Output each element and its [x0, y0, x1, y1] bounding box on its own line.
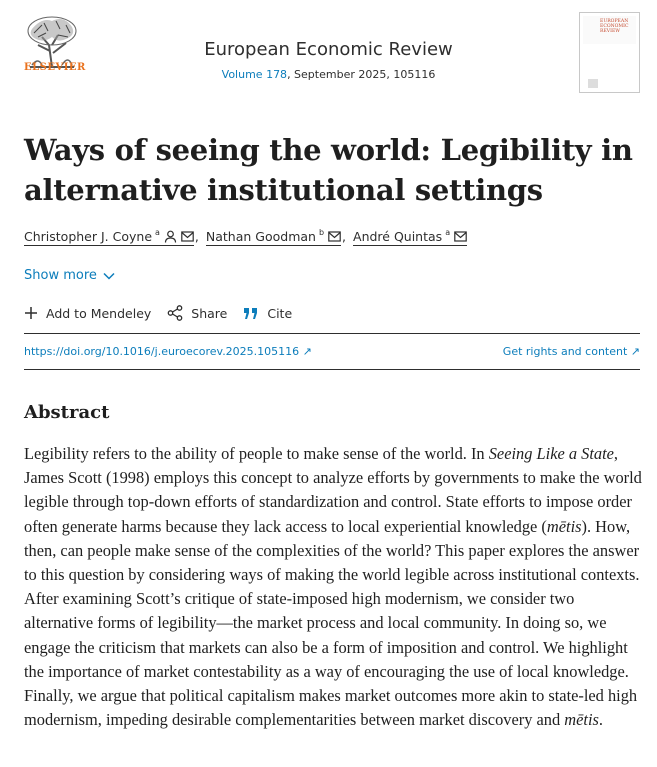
- divider: [24, 369, 640, 370]
- mendeley-label: Add to Mendeley: [46, 305, 152, 321]
- journal-cover-thumbnail[interactable]: [579, 12, 640, 93]
- plus-icon: [24, 306, 38, 320]
- volume-link[interactable]: Volume 178: [221, 68, 288, 81]
- cite-label: Cite: [267, 305, 293, 321]
- elsevier-wordmark[interactable]: ELSEVIER: [24, 62, 86, 73]
- abstract-segment: .: [598, 710, 603, 730]
- abstract-segment: , James Scott (1998) employs this concept to analyze efforts by governments to make the world legible through top-down efforts of standardization and control. State efforts to impose order often generate harms because they lack access to local experiential knowledge (: [24, 444, 642, 536]
- abstract-text: [24, 442, 642, 732]
- article-actions: [24, 305, 308, 321]
- quote-icon: [243, 307, 259, 320]
- author-name: André Quintas: [353, 229, 443, 244]
- email-icon: [328, 231, 341, 242]
- share-button[interactable]: [167, 305, 227, 321]
- person-icon: [164, 230, 177, 243]
- email-icon: [181, 231, 194, 242]
- author-name: Nathan Goodman: [205, 229, 316, 244]
- external-link-icon: ↗: [302, 345, 312, 358]
- get-rights-link[interactable]: [503, 345, 640, 358]
- doi-text: https://doi.org/10.1016/j.euroecorev.2025.105116: [24, 345, 300, 358]
- issue-details: , September 2025, 105116: [287, 68, 436, 81]
- journal-header: [0, 0, 657, 100]
- email-icon: [454, 231, 467, 242]
- divider: [24, 333, 640, 334]
- add-to-mendeley-button[interactable]: [24, 306, 151, 321]
- author-coyne[interactable]: [24, 229, 194, 246]
- book-title: Seeing Like a State: [488, 444, 614, 463]
- show-more-label: Show more: [24, 268, 97, 283]
- abstract-segment: Legibility refers to the ability of people to make sense of the world. In: [24, 444, 489, 463]
- share-icon: [167, 305, 183, 321]
- chevron-down-icon: [103, 272, 115, 280]
- author-quintas[interactable]: [353, 229, 467, 246]
- journal-issue-line: [0, 68, 657, 81]
- cover-logo: [588, 79, 598, 88]
- external-link-icon: ↗: [630, 345, 640, 358]
- abstract-segment: ). How, then, can people make sense of the complexities of the world? This paper explores the answer to this question by considering ways of making the world legible across institutional contexts. After examining Scott’s critique of state-imposed high modernism, we consider two alternative forms of legibility—the market process and local community. In doing so, we engage the criticism that markets can also be a form of imposition and control. We highlight the importance of market contestability as a way of encouraging the use of local knowledge. Finally, we argue that political capitalism makes market outcomes more akin to state-led high modernism, impeding desirable complementarities between market discovery and: [24, 516, 640, 730]
- metis-term: mētis: [546, 516, 582, 536]
- cite-button[interactable]: [243, 306, 292, 321]
- doi-link[interactable]: [24, 345, 312, 358]
- share-label: Share: [191, 305, 228, 321]
- author-list: Christopher J. Coyne $^a$ , Nathan Goodman $^b$ , André Quintas $^a$: [24, 229, 467, 246]
- affiliation-sup: a: [445, 228, 451, 237]
- metis-term: mētis: [564, 710, 599, 730]
- rights-text: Get rights and content: [502, 345, 628, 358]
- abstract-heading: Abstract: [24, 402, 110, 423]
- show-more-button[interactable]: [24, 268, 115, 283]
- affiliation-sup: a: [155, 228, 160, 237]
- article-title: Ways of seeing the world: Legibility in alternative institutional settings: [24, 133, 633, 207]
- author-goodman[interactable]: [206, 229, 341, 246]
- affiliation-sup: b: [318, 228, 325, 237]
- cover-title: EUROPEAN ECONOMIC REVIEW: [600, 19, 629, 34]
- journal-title[interactable]: European Economic Review: [204, 39, 453, 60]
- author-name: Christopher J. Coyne: [24, 229, 153, 244]
